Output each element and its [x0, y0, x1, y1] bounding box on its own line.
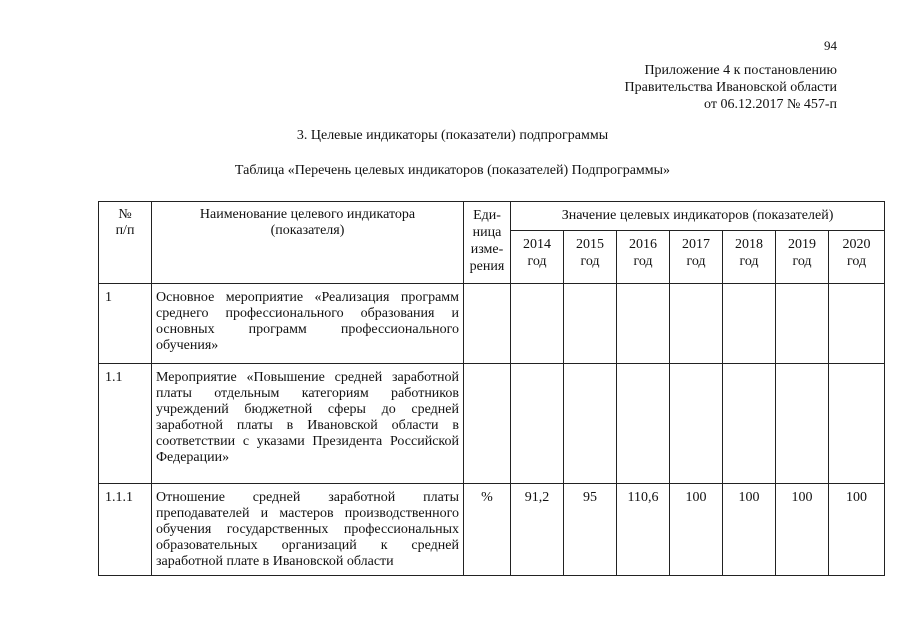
header-year-2019	[776, 231, 829, 284]
header-number-line-1: №	[118, 207, 132, 222]
header-year-2016	[617, 231, 670, 284]
value-2014	[511, 364, 564, 484]
row-unit: %	[464, 484, 511, 576]
value-2018: 100	[723, 484, 776, 576]
value-2014	[511, 284, 564, 364]
row-name: Мероприятие «Повышение средней заработной платы отдельным категориям работников учреждений бюджетной сферы до средней заработной платы в Ивановской области в соответствии с указами Президента Российской Федерации»	[152, 364, 464, 484]
year-suffix: год	[580, 254, 600, 269]
row-unit	[464, 364, 511, 484]
row-name: Основное мероприятие «Реализация программ среднего профессионального образования и основных программ профессионального обучения»	[152, 284, 464, 364]
value-2016	[617, 284, 670, 364]
year-suffix: год	[633, 254, 653, 269]
header-year-2014	[511, 231, 564, 284]
row-number: 1	[99, 284, 152, 364]
indicators-table	[98, 201, 885, 576]
value-2020: 100	[829, 484, 885, 576]
value-2015	[564, 364, 617, 484]
value-2019	[776, 364, 829, 484]
header-row-1	[99, 202, 885, 231]
appendix-header	[625, 62, 837, 113]
year-label: 2015	[576, 237, 604, 252]
appendix-line-2: Правительства Ивановской области	[624, 80, 837, 95]
row-name: Отношение средней заработной платы преподавателей и мастеров производственного обучения государственных профессиональных образовательных организаций к средней заработной плате в Ивановской области	[152, 484, 464, 576]
value-2016: 110,6	[617, 484, 670, 576]
value-2017	[670, 364, 723, 484]
header-year-2020	[829, 231, 885, 284]
row-unit	[464, 284, 511, 364]
year-label: 2018	[735, 237, 763, 252]
header-unit-line-1: Еди-	[473, 208, 501, 223]
value-2020	[829, 284, 885, 364]
year-suffix: год	[846, 254, 867, 269]
header-number	[99, 202, 152, 284]
table-row	[99, 284, 885, 364]
value-2018	[723, 364, 776, 484]
value-2019	[776, 284, 829, 364]
year-label: 2016	[629, 237, 657, 252]
year-label: 2014	[523, 237, 551, 252]
header-number-line-2: п/п	[115, 223, 135, 238]
table-title: Таблица «Перечень целевых индикаторов (показателей) Подпрограммы»	[234, 163, 671, 178]
value-2016	[617, 364, 670, 484]
value-2018	[723, 284, 776, 364]
year-label: 2020	[842, 237, 871, 252]
appendix-line-1: Приложение 4 к постановлению	[644, 63, 837, 78]
row-number: 1.1	[99, 364, 152, 484]
appendix-line-3: от 06.12.2017 № 457-п	[704, 97, 837, 112]
header-year-2018	[723, 231, 776, 284]
year-suffix: год	[527, 254, 547, 269]
header-unit-line-2: ница	[472, 225, 502, 240]
page-number: 94	[824, 38, 837, 53]
header-unit-line-3: изме-	[470, 242, 504, 257]
table-row	[99, 484, 885, 576]
value-2017: 100	[670, 484, 723, 576]
value-2014: 91,2	[511, 484, 564, 576]
header-name-line-1: Наименование целевого индикатора	[199, 207, 416, 222]
value-2015: 95	[564, 484, 617, 576]
section-title: 3. Целевые индикаторы (показатели) подпрограммы	[296, 128, 609, 143]
value-2015	[564, 284, 617, 364]
year-suffix: год	[739, 254, 759, 269]
header-year-2015	[564, 231, 617, 284]
header-unit	[464, 202, 511, 284]
year-suffix: год	[792, 254, 812, 269]
header-values: Значение целевых индикаторов (показателей)	[511, 202, 885, 231]
header-name	[152, 202, 464, 284]
table-row	[99, 364, 885, 484]
row-number: 1.1.1	[99, 484, 152, 576]
header-year-2017	[670, 231, 723, 284]
value-2020	[829, 364, 885, 484]
year-label: 2017	[682, 237, 710, 252]
year-suffix: год	[686, 254, 706, 269]
value-2017	[670, 284, 723, 364]
year-label: 2019	[788, 237, 816, 252]
value-2019: 100	[776, 484, 829, 576]
header-unit-line-4: рения	[469, 259, 505, 274]
header-name-line-2: (показателя)	[270, 223, 345, 238]
